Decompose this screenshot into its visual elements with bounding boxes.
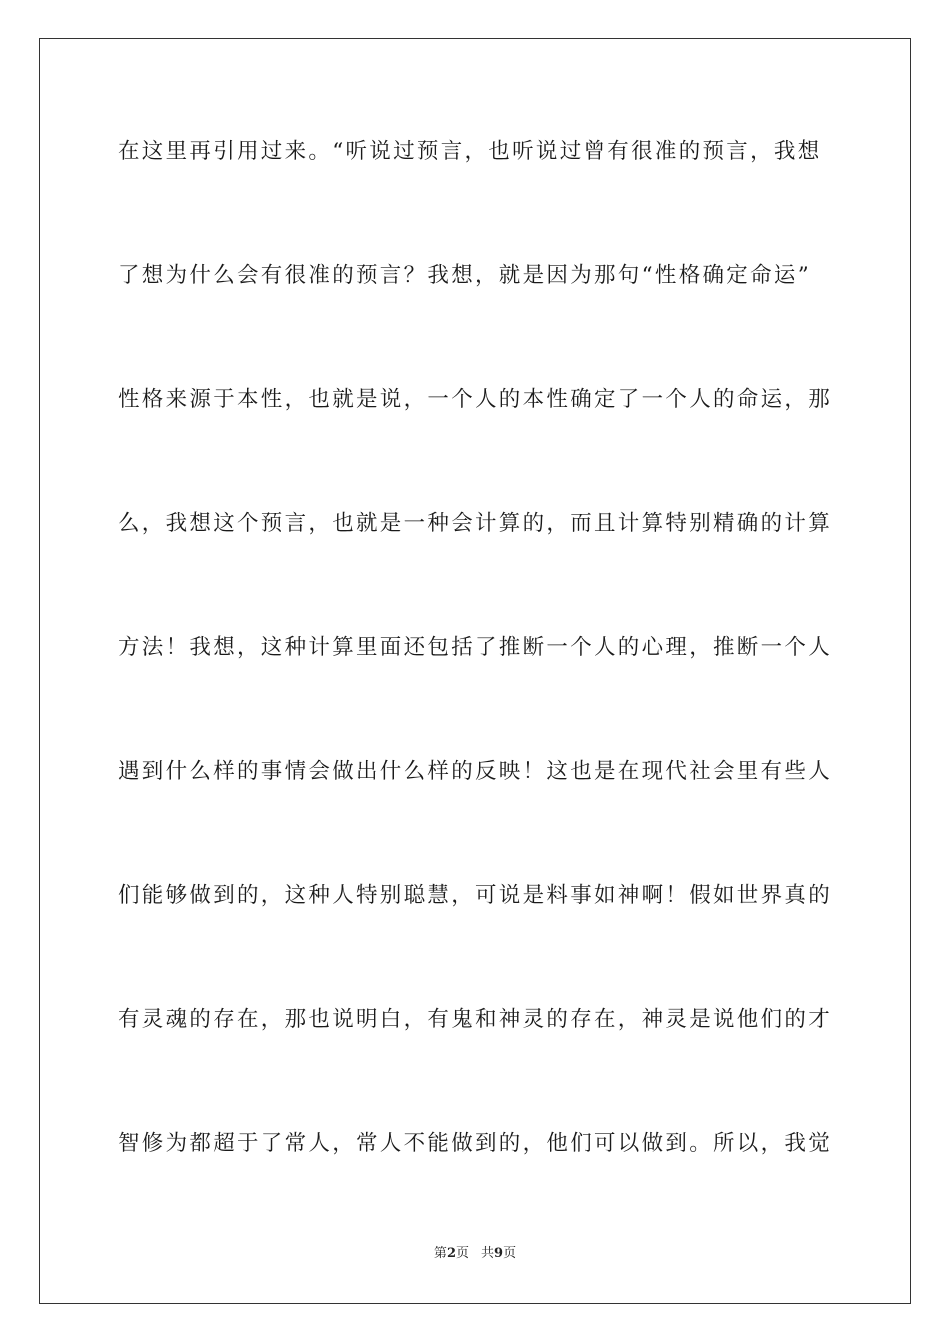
page-total bbox=[481, 1246, 516, 1261]
text-line: 们能够做到的，这种人特别聪慧，可说是料事如神啊！假如世界真的 bbox=[118, 883, 833, 908]
text-line: 智修为都超于了常人，常人不能做到的，他们可以做到。所以，我觉 bbox=[118, 1131, 833, 1156]
page-total-count: 9 bbox=[494, 1246, 504, 1261]
page-number bbox=[434, 1246, 469, 1261]
text-line: 性格来源于本性，也就是说，一个人的本性确定了一个人的命运，那 bbox=[118, 387, 833, 412]
text-line: 有灵魂的存在，那也说明白，有鬼和神灵的存在，神灵是说他们的才 bbox=[118, 1007, 833, 1032]
text-line: 么，我想这个预言，也就是一种会计算的，而且计算特别精确的计算 bbox=[118, 511, 833, 536]
total-prefix: 共 bbox=[481, 1246, 495, 1261]
text-line: 方法！我想，这种计算里面还包括了推断一个人的心理，推断一个人 bbox=[118, 635, 833, 660]
total-suffix: 页 bbox=[503, 1246, 517, 1261]
page-current: 2 bbox=[446, 1246, 456, 1261]
text-line: 了想为什么会有很准的预言？我想，就是因为那句“性格确定命运” bbox=[118, 263, 811, 288]
text-line: 在这里再引用过来。“听说过预言，也听说过曾有很准的预言，我想 bbox=[118, 139, 822, 164]
page-footer bbox=[0, 1245, 950, 1263]
page-suffix: 页 bbox=[455, 1246, 469, 1261]
document-body bbox=[118, 124, 838, 1240]
page-prefix: 第 bbox=[433, 1246, 447, 1261]
text-line: 遇到什么样的事情会做出什么样的反映！这也是在现代社会里有些人 bbox=[118, 759, 833, 784]
